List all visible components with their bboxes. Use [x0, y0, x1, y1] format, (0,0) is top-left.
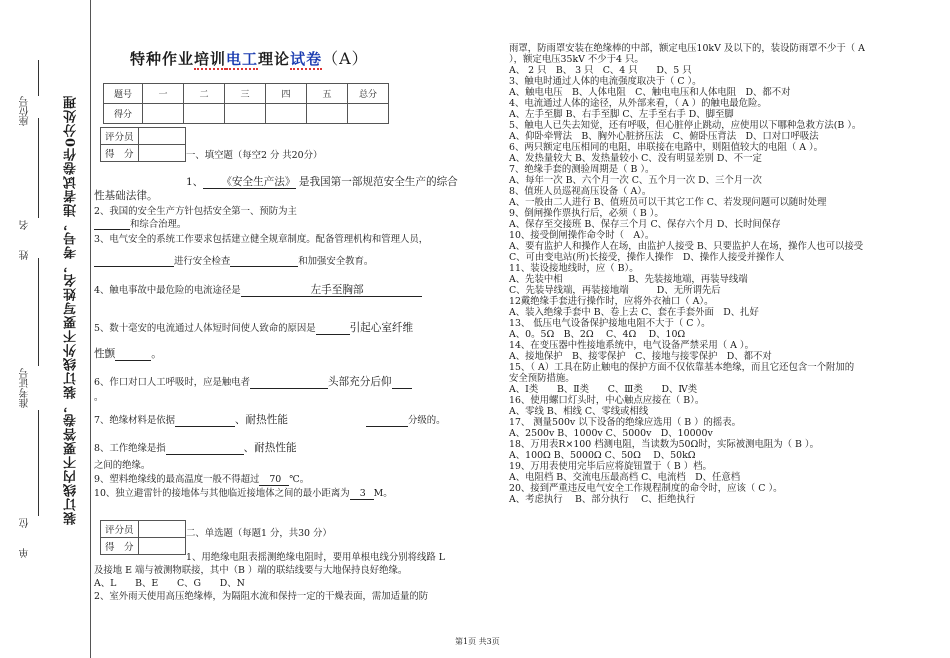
fill-q5-answer: 引起心室纤维: [349, 322, 414, 334]
margin-name-label: 姓 名: [20, 220, 31, 260]
fill-q9: 9、塑料绝缘线的最高温度一般不得超过 70 ℃。: [94, 474, 310, 485]
fill-q1: 1、 《安全生产法》 是我国第一部规范安全生产的综合: [186, 176, 458, 188]
question-line: C、可由变电站(所)长接受，操作人操作 D、操作人接受并操作人: [509, 252, 785, 263]
grader-box-fill: [100, 127, 186, 162]
fill-q1-cont: 性基础法律。: [94, 190, 158, 202]
fill-q6: 6、作口对口人工呼吸时，应是触电者 头部充分后仰: [94, 376, 412, 389]
question-line: A、100Ω B、5000Ω C、50Ω D、50kΩ: [509, 450, 696, 461]
score-label: 得 分: [101, 538, 139, 555]
fill-q4: 4、触电事故中最危险的电流途径是 左手至胸部: [94, 284, 422, 297]
page-footer: 第1页 共3页: [455, 637, 500, 646]
question-line: 13、 低压电气设备保护接地电阻不大于（ C ）。: [509, 318, 711, 329]
score-row-label: 得分: [104, 104, 143, 124]
single-q1-b: 及接地 E 端与被测物联接，其中（B ）端的联结线要与大地保持良好绝缘。: [94, 565, 408, 576]
score-cell[interactable]: [307, 104, 348, 124]
question-line: 7、绝缘手套的测验周期是（ B ）。: [509, 164, 655, 175]
question-line: A、每年一次 B、六个月一次 C、五个月一次 D、三个月一次: [509, 175, 762, 186]
margin-unit-label: 单 位: [20, 518, 31, 558]
question-line: 安全预防措施。: [509, 373, 575, 384]
question-line: 11、装设接地线时，应（ B）。: [509, 263, 639, 274]
question-line: 3、触电时通过人体的电流强度取决于（ C ）。: [509, 76, 702, 87]
score-cell[interactable]: [348, 104, 389, 124]
fill-q1-answer: 《安全生产法》: [221, 176, 296, 188]
question-line: 8、值班人员巡视高压设备（ A）。: [509, 186, 652, 197]
score-header-cell: 五: [307, 84, 348, 104]
fill-q6-answer: 头部充分后仰: [327, 376, 392, 388]
page-title: 特种作业培训电工理论试卷（A）: [130, 49, 369, 68]
score-header-cell: 二: [184, 84, 225, 104]
fill-q8-cont: 之间的绝缘。: [94, 460, 151, 471]
score-cell[interactable]: [138, 145, 185, 162]
fill-q6-end: 。: [94, 392, 104, 403]
binding-warning: 装订线内不要答卷，装订线外不要写姓名，考号，违者试卷作0分处理: [64, 94, 79, 525]
question-line: A、零线 B、相线 C、零线或相线: [509, 406, 649, 417]
question-line: A、装入绝缘手套中 B、卷上去 C、套在手套外面 D、扎好: [509, 307, 759, 318]
question-line: 15、（ A）工具在防止触电的保护方面不仅依靠基本绝缘，而且它还包含一个附加的: [509, 362, 855, 373]
question-line: 10、接受倒闸操作命令时（ A）。: [509, 230, 655, 241]
margin-unit-underline: [38, 410, 39, 516]
single-q2-a: 2、室外雨天使用高压绝缘棒，为隔阻水流和保持一定的干燥表面，需加适量的防: [94, 591, 429, 602]
margin-name-underline: [38, 118, 39, 218]
fill-q9-answer: 70: [269, 474, 282, 485]
question-line: A、电阻档 B、交流电压最高档 C、电流档 D、任意档: [509, 472, 741, 483]
score-cell[interactable]: [184, 104, 225, 124]
single-q1-options: A、L B、E C、G D、N: [94, 578, 245, 589]
score-table-score-row: [104, 104, 389, 124]
question-line: ），额定电压35kV 不少于4 只。: [509, 54, 644, 65]
question-line: 19、万用表使用完毕后应将旋钮置于（ B ）档。: [509, 461, 712, 472]
question-line: 17、 测量500v 以下设备的绝缘应选用（ B ）的摇表。: [509, 417, 742, 428]
fill-q10-answer: 3: [359, 488, 366, 499]
reviewer-cell[interactable]: [138, 128, 185, 145]
score-header-cell: 三: [225, 84, 266, 104]
margin-exam-no-underline: [38, 258, 39, 366]
fill-q2-a: 2、我国的安全生产方针包括安全第一、预防为主: [94, 206, 297, 217]
fill-q10: 10、独立避雷针的接地体与其他临近接地体之间的最小距离为 3 M。: [94, 488, 393, 499]
margin-seat-label: 座位号: [20, 96, 31, 126]
score-cell[interactable]: [138, 538, 185, 555]
margin-seat-underline: [38, 60, 39, 96]
single-q1-a: 1、用绝缘电阻表摇测绝缘电阻时，要用单根电线分别将线路 L: [186, 552, 445, 563]
score-label: 得 分: [101, 145, 139, 162]
question-line: 16、使用螺口灯头时，中心触点应接在（ B）。: [509, 395, 705, 406]
fill-q5-cont: 性颤 。: [94, 348, 162, 360]
question-line: 20、接到严重违反电气安全工作规程制度的命令时，应该（ C ）。: [509, 483, 783, 494]
score-table: [103, 83, 389, 124]
score-header-cell: 四: [266, 84, 307, 104]
fill-q3-b: 进行安全检查 和加强安全教育。: [94, 255, 373, 267]
reviewer-label: 评分员: [101, 128, 139, 145]
fill-q8: 8、工作绝缘是指 、耐热性能: [94, 442, 297, 454]
fill-q5: 5、数十毫安的电流通过人体短时间使人致命的原因是 引起心室纤维: [94, 322, 414, 334]
margin-exam-no-label: 准考证号: [20, 368, 31, 408]
binding-line: [90, 0, 91, 658]
score-table-header-row: [104, 84, 389, 104]
question-line: A、2500v B、1000v C、5000v D、10000v: [509, 428, 713, 439]
question-line: C、先装导线端，再装接地端 D、无所谓先后: [509, 285, 721, 296]
reviewer-label: 评分员: [101, 521, 139, 538]
question-line: 6、两只额定电压相同的电阻，串联接在电路中，则阻值较大的电阻（ A ）。: [509, 142, 824, 153]
score-cell[interactable]: [225, 104, 266, 124]
question-line: A、接地保护 B、接零保护 C、接地与接零保护 D、都不对: [509, 351, 772, 362]
question-line: 雨罩，防雨罩安装在绝缘棒的中部，额定电压10kV 及以下的，装设防雨罩不少于（ A: [509, 43, 865, 54]
question-line: 9、倒闸操作票执行后，必须（ B ）。: [509, 208, 664, 219]
question-line: 12戴绝缘手套进行操作时，应将外衣袖口（ A）。: [509, 296, 714, 307]
question-line: A、考虑执行 B、部分执行 C、拒绝执行: [509, 494, 696, 505]
fill-q7: 7、绝缘材料是依据 、耐热性能 分级的。: [94, 414, 446, 426]
question-line: A、0。5Ω B、2Ω C、4Ω D、10Ω: [509, 329, 686, 340]
fill-q2-b: 和综合治理。: [94, 218, 186, 230]
question-line: 14、在变压器中性接地系统中，电气设备严禁采用（ A ）。: [509, 340, 754, 351]
score-cell[interactable]: [266, 104, 307, 124]
question-line: A、一般由二人进行 B、值班员可以干其它工作 C、若发现问题可以随时处理: [509, 197, 827, 208]
single-heading: 二、单选题（每题1 分，共30 分）: [186, 528, 332, 539]
score-header-cell: 总分: [348, 84, 389, 104]
score-header-cell: 题号: [104, 84, 143, 104]
question-line: A、Ⅰ类 B、Ⅱ类 C、Ⅲ类 D、Ⅳ类: [509, 384, 698, 395]
question-line: 18、万用表R×100 档测电阻，当读数为50Ω时，实际被测电阻为（ B ）。: [509, 439, 819, 450]
fill-heading: 一、填空题（每空2 分 共20分）: [186, 150, 323, 161]
right-column: [509, 43, 865, 505]
score-header-cell: 一: [143, 84, 184, 104]
question-line: A、仰卧牵臂法 B、胸外心脏挤压法 C、俯卧压背法 D、口对口呼吸法: [509, 131, 819, 142]
question-line: A、先装中相 B、先装接地端，再装导线端: [509, 274, 748, 285]
question-line: 4、电流通过人体的途径，从外部来看，（ A ）的触电最危险。: [509, 98, 767, 109]
question-line: A、左手至脚 B、右手至脚 C、左手至右手 D、脚至脚: [509, 109, 734, 120]
question-line: A、保存至交接班 B、保存三个月 C、保存六个月 D、长时间保存: [509, 219, 781, 230]
question-line: A、要有监护人和操作人在场，由监护人接受 B、只要监护人在场，操作人也可以接受: [509, 241, 864, 252]
reviewer-cell[interactable]: [138, 521, 185, 538]
question-line: 5、触电人已失去知觉，还有呼吸，但心脏停止跳动，应使用以下哪种急救方法(B ）。: [509, 120, 862, 131]
score-cell[interactable]: [143, 104, 184, 124]
fill-q3-a: 3、电气安全的系统工作要求包括建立健全规章制度。配备管理机构和管理人员，: [94, 234, 429, 245]
question-line: A、触电电压 B、人体电阻 C、触电电压和人体电阻 D、都不对: [509, 87, 791, 98]
question-line: A、发热量较大 B、发热量较小 C、没有明显差别 D、不一定: [509, 153, 762, 164]
fill-q4-answer: 左手至胸部: [310, 284, 364, 296]
grader-box-single: [100, 520, 186, 555]
question-line: A、 2 只 B、 3 只 C、4 只 D、5 只: [509, 65, 692, 76]
